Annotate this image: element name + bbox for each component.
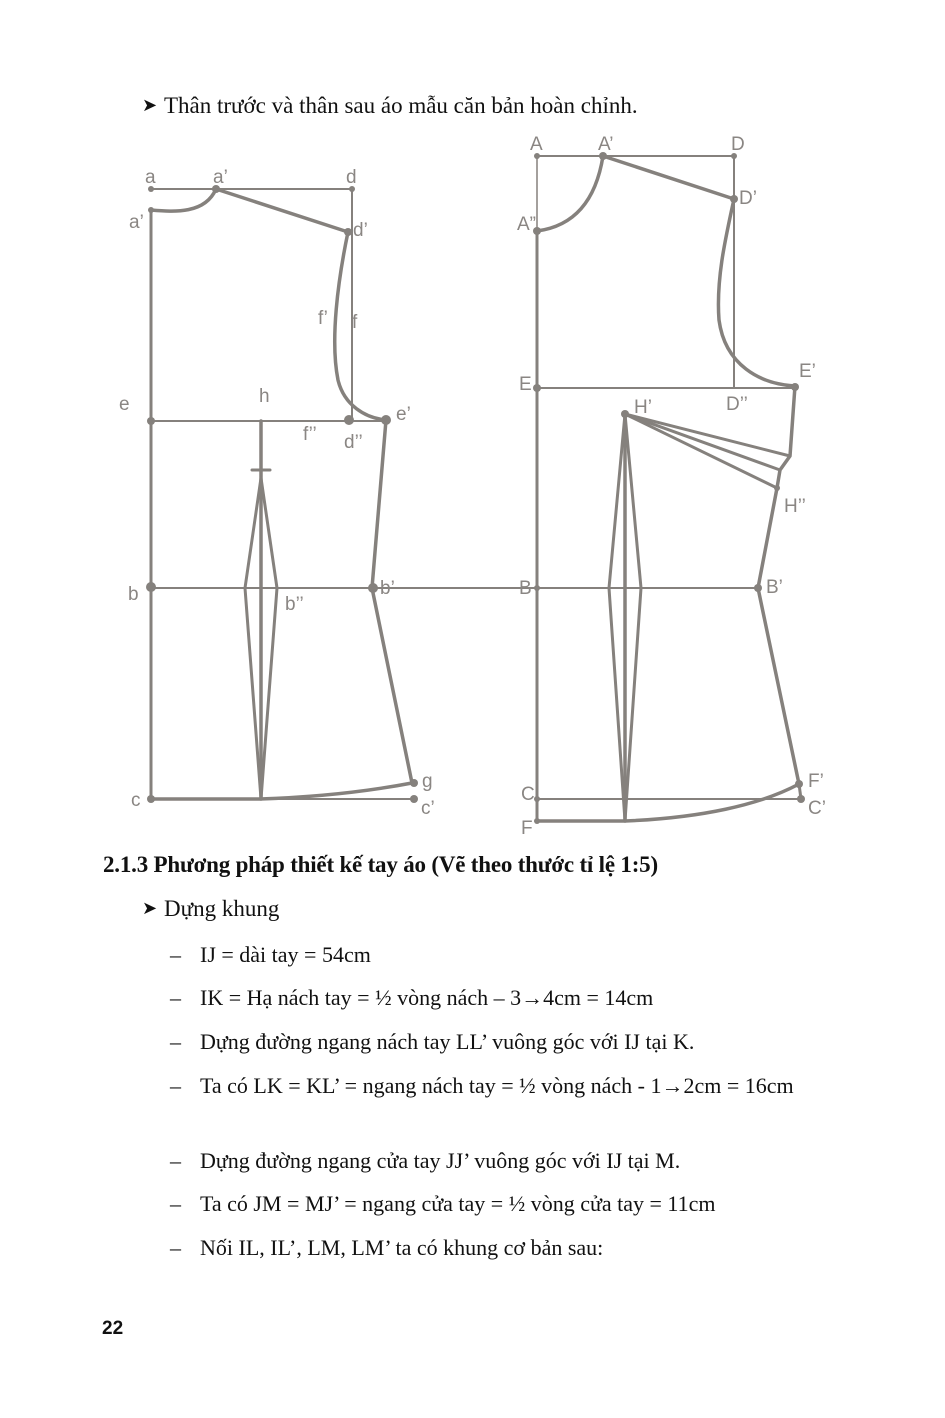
svg-text:d: d xyxy=(346,167,357,188)
svg-text:f’: f’ xyxy=(318,308,328,329)
arrowhead-bullet-icon: ➤ xyxy=(142,95,158,115)
back-bodice-labels xyxy=(517,134,826,839)
svg-text:E’: E’ xyxy=(799,361,816,382)
svg-text:f’’: f’’ xyxy=(303,424,317,445)
intro-bullet-text: Thân trước và thân sau áo mẫu căn bản hoàn chỉnh. xyxy=(164,93,638,118)
svg-text:b’’: b’’ xyxy=(285,594,304,615)
svg-text:b: b xyxy=(128,584,139,605)
dash-marker: – xyxy=(170,1191,181,1216)
svg-text:H’: H’ xyxy=(634,397,652,418)
arrowhead-bullet-icon: ➤ xyxy=(142,898,158,918)
svg-text:F: F xyxy=(521,818,533,839)
dash-marker: – xyxy=(170,1029,181,1054)
list-item-text: Ta có LK = KL’ = ngang nách tay = ½ vòng nách - 1→2cm = 16cm xyxy=(200,1073,794,1098)
svg-text:C’: C’ xyxy=(808,798,826,819)
svg-text:d’’: d’’ xyxy=(344,432,363,453)
front-bodice-pattern xyxy=(146,185,540,803)
list-item-text: IK = Hạ nách tay = ½ vòng nách – 3→4cm = 14cm xyxy=(200,985,654,1010)
svg-text:e: e xyxy=(119,394,130,415)
list-item-text: Ta có JM = MJ’ = ngang cửa tay = ½ vòng cửa tay = 11cm xyxy=(200,1191,716,1216)
page-number: 22 xyxy=(102,1318,124,1339)
dash-marker: – xyxy=(170,1235,181,1260)
list-item-text: Nối IL, IL’, LM, LM’ ta có khung cơ bản sau: xyxy=(200,1235,604,1260)
svg-text:a’: a’ xyxy=(213,167,228,188)
svg-text:a: a xyxy=(145,167,156,188)
svg-text:D’: D’ xyxy=(739,188,757,209)
svg-text:b’: b’ xyxy=(380,578,395,599)
svg-text:a’: a’ xyxy=(129,212,144,233)
svg-text:B’: B’ xyxy=(766,577,783,598)
svg-text:h: h xyxy=(259,386,270,407)
svg-text:A”: A” xyxy=(517,214,536,235)
back-bodice-pattern xyxy=(533,152,805,824)
sub-bullet-text: Dựng khung xyxy=(164,896,280,921)
list-item-text: IJ = dài tay = 54cm xyxy=(200,942,371,967)
svg-text:c’: c’ xyxy=(421,798,435,819)
sub-bullet xyxy=(142,896,279,922)
list-item-text: Dựng đường ngang nách tay LL’ vuông góc với IJ tại K. xyxy=(200,1029,695,1054)
dash-marker: – xyxy=(170,1148,181,1173)
section-heading: 2.1.3 Phương pháp thiết kế tay áo (Vẽ theo thước tỉ lệ 1:5) xyxy=(103,852,658,877)
svg-text:B: B xyxy=(519,578,532,599)
svg-text:D’’: D’’ xyxy=(726,394,748,415)
svg-text:f: f xyxy=(352,312,358,333)
svg-text:H’’: H’’ xyxy=(784,496,806,517)
svg-text:c: c xyxy=(131,790,141,811)
svg-text:e’: e’ xyxy=(396,404,411,425)
svg-text:D: D xyxy=(731,134,745,155)
svg-text:A’: A’ xyxy=(598,134,614,155)
svg-text:d’: d’ xyxy=(353,220,368,241)
dash-marker: – xyxy=(170,1073,181,1098)
front-bodice-labels xyxy=(119,167,435,819)
svg-text:E: E xyxy=(519,374,532,395)
svg-text:A: A xyxy=(530,134,543,155)
list-item-text: Dựng đường ngang cửa tay JJ’ vuông góc với IJ tại M. xyxy=(200,1148,681,1173)
svg-text:C: C xyxy=(521,784,535,805)
svg-text:F’: F’ xyxy=(808,771,824,792)
dash-marker: – xyxy=(170,985,181,1010)
svg-text:g: g xyxy=(422,771,433,792)
dash-marker: – xyxy=(170,942,181,967)
